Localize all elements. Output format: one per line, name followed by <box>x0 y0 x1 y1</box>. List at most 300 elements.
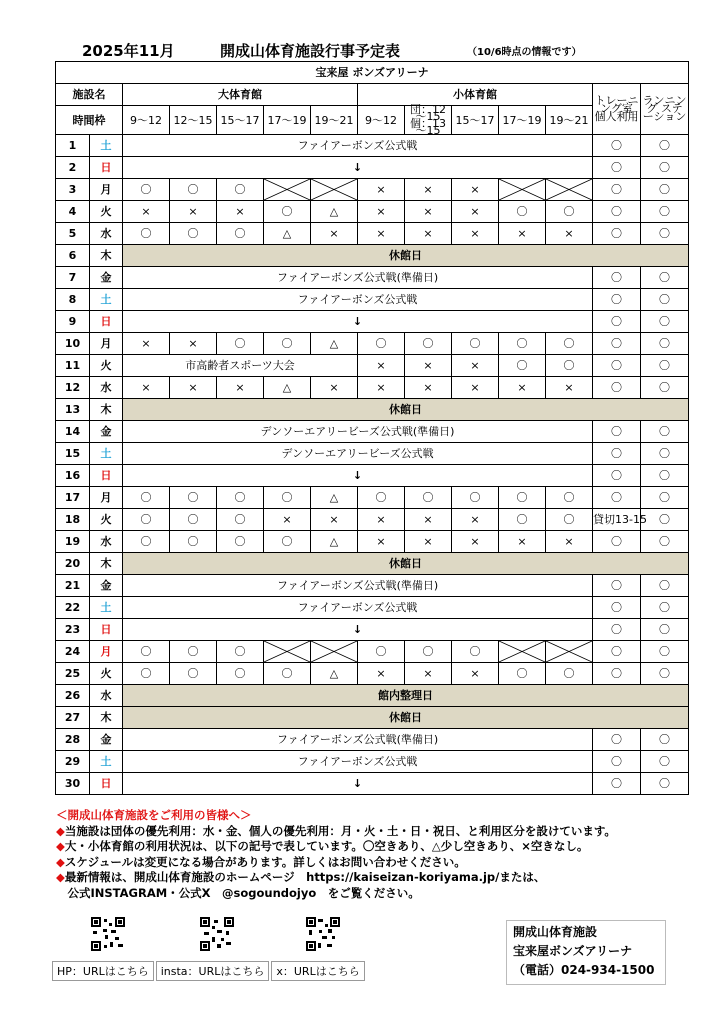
day-row <box>56 223 689 245</box>
availability-cell: 〇 <box>170 531 217 553</box>
day-number: 8 <box>56 289 90 311</box>
training-cell: 〇 <box>593 157 641 179</box>
availability-cell: × <box>405 509 452 531</box>
training-cell: 〇 <box>593 179 641 201</box>
day-of-week: 水 <box>90 685 123 707</box>
page-header <box>60 40 700 58</box>
event-label: ↓ <box>123 157 593 179</box>
notes-section <box>56 808 716 901</box>
event-label: ↓ <box>123 311 593 333</box>
insta-link[interactable]: insta：URLはこちら <box>156 961 270 981</box>
day-row <box>56 685 689 707</box>
training-cell: 〇 <box>593 223 641 245</box>
availability-cell: 〇 <box>499 663 546 685</box>
hp-link[interactable]: HP：URLはこちら <box>52 961 154 981</box>
running-cell: 〇 <box>641 531 689 553</box>
availability-cell: 〇 <box>170 663 217 685</box>
availability-cell: △ <box>264 377 311 399</box>
availability-cell: × <box>452 509 499 531</box>
running-cell: 〇 <box>641 135 689 157</box>
day-number: 11 <box>56 355 90 377</box>
day-of-week: 木 <box>90 707 123 729</box>
day-row <box>56 553 689 575</box>
availability-cell: 〇 <box>452 487 499 509</box>
day-number: 22 <box>56 597 90 619</box>
day-of-week: 日 <box>90 311 123 333</box>
day-number: 28 <box>56 729 90 751</box>
availability-cell: 〇 <box>123 531 170 553</box>
day-number: 30 <box>56 773 90 795</box>
availability-cell: × <box>311 509 358 531</box>
availability-cell: × <box>358 509 405 531</box>
day-of-week: 日 <box>90 157 123 179</box>
availability-cell: △ <box>311 531 358 553</box>
qr-code-x[interactable] <box>306 917 340 951</box>
day-row <box>56 179 689 201</box>
day-number: 27 <box>56 707 90 729</box>
availability-cell: 〇 <box>170 641 217 663</box>
availability-cell: × <box>217 377 264 399</box>
availability-cell: × <box>499 377 546 399</box>
availability-cell: × <box>358 355 405 377</box>
event-label: ↓ <box>123 619 593 641</box>
day-number: 24 <box>56 641 90 663</box>
availability-cell: × <box>123 377 170 399</box>
availability-cell: 〇 <box>499 509 546 531</box>
unavailable-cross-cell <box>264 641 311 663</box>
training-cell: 〇 <box>593 443 641 465</box>
day-number: 10 <box>56 333 90 355</box>
note-bullet: ◆ <box>56 870 65 884</box>
day-of-week: 火 <box>90 509 123 531</box>
availability-cell: 〇 <box>452 333 499 355</box>
note-line <box>56 839 716 855</box>
qr-code-hp[interactable] <box>91 917 125 951</box>
day-row <box>56 663 689 685</box>
running-cell: 〇 <box>641 443 689 465</box>
availability-cell: 〇 <box>405 487 452 509</box>
day-row <box>56 619 689 641</box>
big-slot-header: 19～21 <box>311 106 358 135</box>
day-number: 25 <box>56 663 90 685</box>
training-cell: 〇 <box>593 289 641 311</box>
event-label: ファイアーボンズ公式戦 <box>123 597 593 619</box>
small-slot-header: 団：12～15 個：13～15 <box>405 106 452 135</box>
event-label: ファイアーボンズ公式戦(準備日) <box>123 267 593 289</box>
running-cell: 〇 <box>641 575 689 597</box>
big-slot-header: 9～12 <box>123 106 170 135</box>
availability-cell: 〇 <box>546 487 593 509</box>
big-hall-header: 大体育館 <box>123 84 358 106</box>
day-of-week: 木 <box>90 245 123 267</box>
closed-label: 休館日 <box>123 399 689 421</box>
day-number: 5 <box>56 223 90 245</box>
training-cell: 〇 <box>593 135 641 157</box>
day-row <box>56 773 689 795</box>
day-of-week: 木 <box>90 553 123 575</box>
availability-cell: 〇 <box>264 663 311 685</box>
day-number: 14 <box>56 421 90 443</box>
training-cell: 〇 <box>593 531 641 553</box>
header-title: 開成山体育施設行事予定表 <box>220 42 401 60</box>
running-cell: 〇 <box>641 729 689 751</box>
training-cell: 〇 <box>593 421 641 443</box>
day-of-week: 木 <box>90 399 123 421</box>
availability-cell: 〇 <box>546 509 593 531</box>
running-cell: 〇 <box>641 619 689 641</box>
day-of-week: 月 <box>90 641 123 663</box>
day-of-week: 火 <box>90 355 123 377</box>
availability-cell: 〇 <box>217 531 264 553</box>
day-row <box>56 135 689 157</box>
contact-box <box>506 920 666 985</box>
day-of-week: 金 <box>90 421 123 443</box>
availability-cell: 〇 <box>217 223 264 245</box>
small-slot-header: 15～17 <box>452 106 499 135</box>
small-slot-header: 19～21 <box>546 106 593 135</box>
availability-cell: × <box>452 531 499 553</box>
note-line <box>56 870 716 886</box>
availability-cell: × <box>217 201 264 223</box>
event-label: デンソーエアリービーズ公式戦 <box>123 443 593 465</box>
day-number: 16 <box>56 465 90 487</box>
availability-cell: 〇 <box>264 531 311 553</box>
availability-cell: × <box>405 377 452 399</box>
availability-cell: × <box>452 377 499 399</box>
availability-cell: 〇 <box>499 201 546 223</box>
running-cell: 〇 <box>641 179 689 201</box>
day-row <box>56 333 689 355</box>
availability-cell: △ <box>264 223 311 245</box>
availability-cell: × <box>452 201 499 223</box>
schedule-table <box>55 61 689 795</box>
notes-title: ＜開成山体育施設をご利用の皆様へ＞ <box>56 808 252 822</box>
availability-cell: △ <box>311 333 358 355</box>
unavailable-cross-cell <box>546 179 593 201</box>
day-row <box>56 421 689 443</box>
day-of-week: 土 <box>90 597 123 619</box>
availability-cell: 〇 <box>264 487 311 509</box>
link-labels <box>52 961 367 981</box>
training-cell: 〇 <box>593 641 641 663</box>
availability-cell: 〇 <box>170 509 217 531</box>
day-number: 3 <box>56 179 90 201</box>
availability-cell: 〇 <box>452 641 499 663</box>
training-cell: 〇 <box>593 751 641 773</box>
availability-cell: × <box>499 531 546 553</box>
day-of-week: 水 <box>90 531 123 553</box>
big-slot-header: 17～19 <box>264 106 311 135</box>
running-cell: 〇 <box>641 487 689 509</box>
day-number: 6 <box>56 245 90 267</box>
day-number: 4 <box>56 201 90 223</box>
availability-cell: 〇 <box>546 663 593 685</box>
availability-cell: × <box>546 223 593 245</box>
running-header: ランニング ステーション <box>641 84 689 135</box>
day-of-week: 水 <box>90 223 123 245</box>
training-cell: 〇 <box>593 267 641 289</box>
day-row <box>56 377 689 399</box>
running-cell: 〇 <box>641 201 689 223</box>
training-cell: 〇 <box>593 663 641 685</box>
day-of-week: 日 <box>90 773 123 795</box>
day-row <box>56 575 689 597</box>
training-cell: 〇 <box>593 729 641 751</box>
day-of-week: 金 <box>90 729 123 751</box>
day-row <box>56 311 689 333</box>
training-cell: 貸切13-15 <box>593 509 641 531</box>
availability-cell: 〇 <box>264 201 311 223</box>
day-number: 21 <box>56 575 90 597</box>
running-cell: 〇 <box>641 465 689 487</box>
day-row <box>56 531 689 553</box>
running-cell: 〇 <box>641 641 689 663</box>
running-cell: 〇 <box>641 597 689 619</box>
day-of-week: 日 <box>90 619 123 641</box>
availability-cell: × <box>358 179 405 201</box>
availability-cell: × <box>358 201 405 223</box>
small-slot-header: 17～19 <box>499 106 546 135</box>
contact-phone: （電話）024-934-1500 <box>513 963 655 977</box>
availability-cell: × <box>405 223 452 245</box>
day-of-week: 土 <box>90 751 123 773</box>
availability-cell: 〇 <box>217 487 264 509</box>
day-number: 12 <box>56 377 90 399</box>
facility-label: 施設名 <box>56 84 123 106</box>
running-cell: 〇 <box>641 751 689 773</box>
day-row <box>56 289 689 311</box>
day-of-week: 月 <box>90 487 123 509</box>
big-slot-header: 12～15 <box>170 106 217 135</box>
day-row <box>56 707 689 729</box>
availability-cell: 〇 <box>499 333 546 355</box>
day-number: 9 <box>56 311 90 333</box>
running-cell: 〇 <box>641 333 689 355</box>
running-cell: 〇 <box>641 421 689 443</box>
availability-cell: × <box>264 509 311 531</box>
note-line <box>56 855 716 871</box>
training-cell: 〇 <box>593 311 641 333</box>
day-of-week: 金 <box>90 575 123 597</box>
day-number: 18 <box>56 509 90 531</box>
availability-cell: 〇 <box>217 509 264 531</box>
training-header: トレーニング室 個人利用 <box>593 84 641 135</box>
day-row <box>56 465 689 487</box>
availability-cell: × <box>405 179 452 201</box>
availability-cell: 〇 <box>358 487 405 509</box>
day-row <box>56 641 689 663</box>
availability-cell: 〇 <box>546 355 593 377</box>
closed-label: 休館日 <box>123 553 689 575</box>
availability-cell: × <box>170 201 217 223</box>
day-row <box>56 245 689 267</box>
day-of-week: 火 <box>90 663 123 685</box>
note-text: 大・小体育館の利用状況は、以下の記号で表しています。〇空きあり、△少し空きあり、×空きなし。 <box>64 839 589 853</box>
header-month: 2025年11月 <box>82 42 175 60</box>
availability-cell: × <box>452 355 499 377</box>
header-note: （10/6時点の情報です） <box>467 47 582 58</box>
note-text: 最新情報は、開成山体育施設のホームページ https://kaiseizan-koriyama.jp/または、 <box>64 870 546 884</box>
availability-cell: 〇 <box>217 333 264 355</box>
availability-cell: × <box>452 223 499 245</box>
day-row <box>56 751 689 773</box>
running-cell: 〇 <box>641 509 689 531</box>
training-cell: 〇 <box>593 377 641 399</box>
availability-cell: 〇 <box>170 487 217 509</box>
day-number: 7 <box>56 267 90 289</box>
note-text: 公式INSTAGRAM・公式X @sogoundojyo をご覧ください。 <box>56 885 420 900</box>
unavailable-cross-cell <box>546 641 593 663</box>
note-text: スケジュールは変更になる場合があります。詳しくはお問い合わせください。 <box>64 854 466 869</box>
day-number: 17 <box>56 487 90 509</box>
day-of-week: 日 <box>90 465 123 487</box>
availability-cell: 〇 <box>123 487 170 509</box>
availability-cell: × <box>546 377 593 399</box>
day-row <box>56 157 689 179</box>
availability-cell: × <box>123 201 170 223</box>
availability-cell: × <box>311 223 358 245</box>
running-cell: 〇 <box>641 773 689 795</box>
availability-cell: × <box>499 223 546 245</box>
day-row <box>56 729 689 751</box>
running-cell: 〇 <box>641 377 689 399</box>
day-row <box>56 487 689 509</box>
availability-cell: 〇 <box>499 355 546 377</box>
day-row <box>56 399 689 421</box>
running-cell: 〇 <box>641 311 689 333</box>
closed-label: 休館日 <box>123 245 689 267</box>
availability-cell: 〇 <box>123 509 170 531</box>
availability-cell: 〇 <box>217 641 264 663</box>
availability-cell: × <box>311 377 358 399</box>
availability-cell: × <box>123 333 170 355</box>
availability-cell: × <box>358 223 405 245</box>
running-cell: 〇 <box>641 267 689 289</box>
day-row <box>56 267 689 289</box>
running-cell: 〇 <box>641 663 689 685</box>
day-of-week: 月 <box>90 179 123 201</box>
availability-cell: × <box>452 179 499 201</box>
availability-cell: × <box>170 333 217 355</box>
qr-code-insta[interactable] <box>200 917 234 951</box>
availability-cell: 〇 <box>170 223 217 245</box>
availability-cell: 〇 <box>123 641 170 663</box>
event-label: ↓ <box>123 773 593 795</box>
venue-name: 宝来屋 ボンズアリーナ <box>56 62 689 84</box>
contact-org: 開成山体育施設 <box>513 925 598 939</box>
running-cell: 〇 <box>641 355 689 377</box>
availability-cell: △ <box>311 201 358 223</box>
training-cell: 〇 <box>593 465 641 487</box>
availability-cell: × <box>405 355 452 377</box>
availability-cell: 〇 <box>546 333 593 355</box>
day-of-week: 土 <box>90 135 123 157</box>
day-row <box>56 355 689 377</box>
time-label: 時間枠 <box>56 106 123 135</box>
event-label: ファイアーボンズ公式戦 <box>123 289 593 311</box>
small-slot-header: 9～12 <box>358 106 405 135</box>
closed-label: 館内整理日 <box>123 685 689 707</box>
unavailable-cross-cell <box>311 641 358 663</box>
availability-cell: 〇 <box>217 663 264 685</box>
closed-label: 休館日 <box>123 707 689 729</box>
day-row <box>56 201 689 223</box>
day-number: 1 <box>56 135 90 157</box>
running-cell: 〇 <box>641 223 689 245</box>
day-number: 26 <box>56 685 90 707</box>
event-label: デンソーエアリービーズ公式戦(準備日) <box>123 421 593 443</box>
day-number: 20 <box>56 553 90 575</box>
event-label: ファイアーボンズ公式戦 <box>123 135 593 157</box>
note-bullet: ◆ <box>56 839 65 853</box>
running-cell: 〇 <box>641 289 689 311</box>
training-cell: 〇 <box>593 619 641 641</box>
x-link[interactable]: x：URLはこちら <box>271 961 364 981</box>
note-bullet: ◆ <box>56 823 65 838</box>
availability-cell: × <box>358 531 405 553</box>
availability-cell: × <box>405 201 452 223</box>
training-cell: 〇 <box>593 487 641 509</box>
note-bullet: ◆ <box>56 854 65 869</box>
availability-cell: 〇 <box>170 179 217 201</box>
event-label: ファイアーボンズ公式戦(準備日) <box>123 575 593 597</box>
note-line <box>56 824 716 840</box>
availability-cell: 〇 <box>358 641 405 663</box>
event-label: ファイアーボンズ公式戦(準備日) <box>123 729 593 751</box>
day-row <box>56 509 689 531</box>
availability-cell: × <box>358 377 405 399</box>
day-number: 23 <box>56 619 90 641</box>
availability-cell: × <box>546 531 593 553</box>
day-row <box>56 443 689 465</box>
unavailable-cross-cell <box>499 179 546 201</box>
availability-cell: × <box>170 377 217 399</box>
note-text: 当施設は団体の優先利用：水・金、個人の優先利用：月・火・土・日・祝日、と利用区分を設けています。 <box>64 823 616 838</box>
small-hall-header: 小体育館 <box>358 84 593 106</box>
event-label: ↓ <box>123 465 593 487</box>
availability-cell: △ <box>311 487 358 509</box>
running-cell: 〇 <box>641 157 689 179</box>
training-cell: 〇 <box>593 201 641 223</box>
day-number: 15 <box>56 443 90 465</box>
availability-cell: 〇 <box>405 641 452 663</box>
big-slot-header: 15～17 <box>217 106 264 135</box>
training-cell: 〇 <box>593 333 641 355</box>
day-of-week: 月 <box>90 333 123 355</box>
day-row <box>56 597 689 619</box>
big-hall-event: 市高齢者スポーツ大会 <box>123 355 358 377</box>
day-of-week: 金 <box>90 267 123 289</box>
training-cell: 〇 <box>593 773 641 795</box>
contact-venue: 宝来屋ボンズアリーナ <box>513 944 633 958</box>
availability-cell: 〇 <box>499 487 546 509</box>
day-number: 13 <box>56 399 90 421</box>
availability-cell: △ <box>311 663 358 685</box>
note-line <box>56 886 716 902</box>
training-cell: 〇 <box>593 355 641 377</box>
availability-cell: 〇 <box>123 223 170 245</box>
event-label: ファイアーボンズ公式戦 <box>123 751 593 773</box>
day-number: 2 <box>56 157 90 179</box>
day-of-week: 土 <box>90 289 123 311</box>
availability-cell: 〇 <box>546 201 593 223</box>
availability-cell: × <box>405 663 452 685</box>
availability-cell: × <box>405 531 452 553</box>
day-number: 19 <box>56 531 90 553</box>
availability-cell: 〇 <box>123 663 170 685</box>
availability-cell: 〇 <box>358 333 405 355</box>
training-cell: 〇 <box>593 575 641 597</box>
